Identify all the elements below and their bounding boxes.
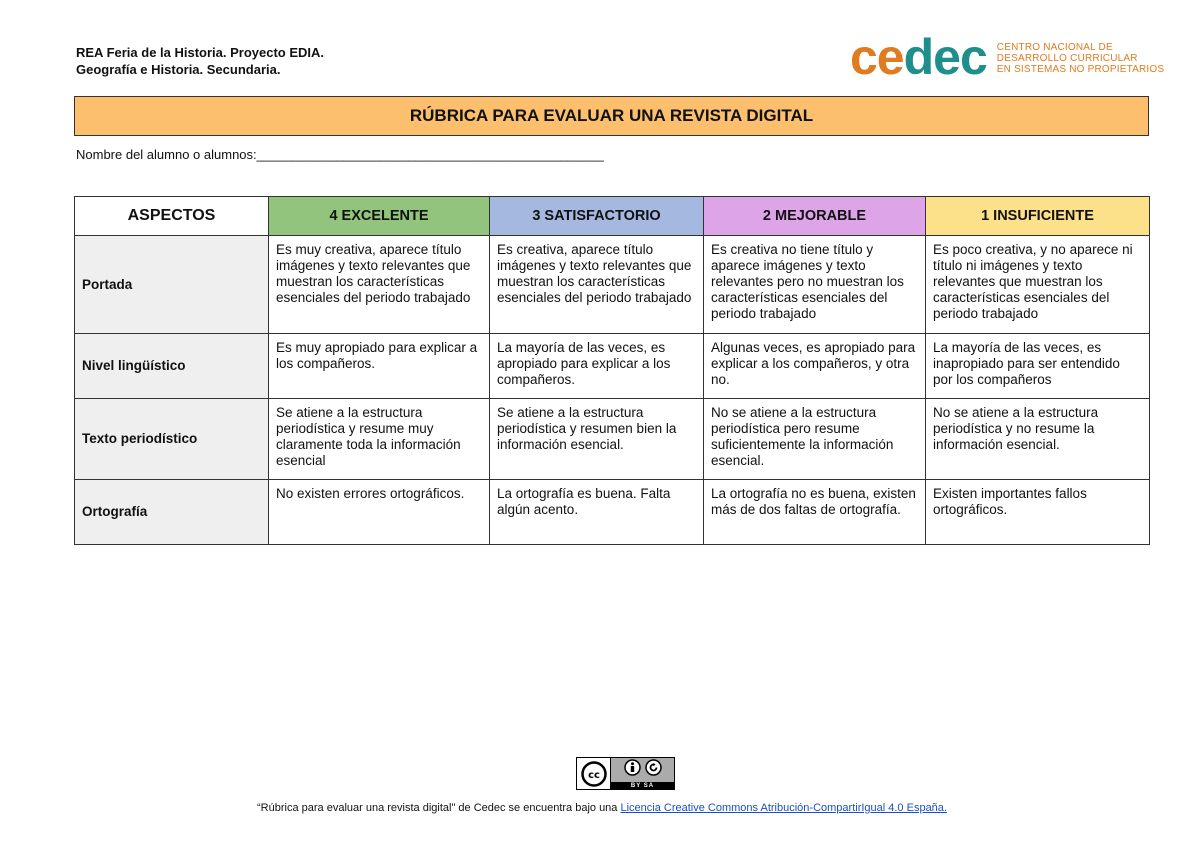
header-line-2: Geografía e Historia. Secundaria. — [76, 62, 281, 77]
table-cell: No existen errores ortográficos. — [269, 480, 490, 545]
table-cell: Existen importantes fallos ortográficos. — [926, 480, 1150, 545]
rubric-table — [74, 196, 1150, 545]
logo-subtitle: CENTRO NACIONAL DE DESARROLLO CURRICULAR EN SISTEMAS NO PROPIETARIOS — [996, 42, 1165, 75]
header-insuficiente: 1 INSUFICIENTE — [926, 197, 1150, 236]
table-row — [75, 334, 1150, 399]
table-cell: Es muy creativa, aparece título imágenes y texto relevantes que muestran los características esenciales del periodo trabajado — [269, 236, 490, 334]
attribution-icon — [624, 759, 641, 781]
cc-icon — [577, 758, 611, 789]
rubric-header-row — [75, 197, 1150, 236]
header-aspectos: ASPECTOS — [75, 197, 269, 236]
rubric-title: RÚBRICA PARA EVALUAR UNA REVISTA DIGITAL — [74, 96, 1149, 136]
student-name-field: Nombre del alumno o alumnos:________________________________________________ — [76, 147, 604, 162]
logo-wordmark: cedec — [850, 29, 987, 85]
creative-commons-badge — [576, 757, 675, 790]
table-row — [75, 236, 1150, 334]
document-header — [76, 44, 324, 78]
table-cell: Es creativa no tiene título y aparece imágenes y texto relevantes pero no muestran los características esenciales del periodo trabajado — [704, 236, 926, 334]
table-cell: Se atiene a la estructura periodística y resume muy claramente toda la información esencial — [269, 399, 490, 480]
share-alike-icon — [645, 759, 662, 781]
table-row — [75, 399, 1150, 480]
table-cell: La ortografía no es buena, existen más de dos faltas de ortografía. — [704, 480, 926, 545]
table-cell: Algunas veces, es apropiado para explicar a los compañeros, y otra no. — [704, 334, 926, 399]
svg-text:cc: cc — [587, 769, 600, 781]
license-link[interactable]: Licencia Creative Commons Atribución-CompartirIgual 4.0 España. — [620, 802, 947, 814]
table-cell: La mayoría de las veces, es inapropiado para ser entendido por los compañeros — [926, 334, 1150, 399]
table-cell: No se atiene a la estructura periodística pero resume suficientemente la información esencial. — [704, 399, 926, 480]
aspect-texto-periodistico: Texto periodístico — [75, 399, 269, 480]
table-cell: La ortografía es buena. Falta algún acento. — [490, 480, 704, 545]
table-cell: Es muy apropiado para explicar a los compañeros. — [269, 334, 490, 399]
table-cell: Es poco creativa, y no aparece ni título ni imágenes y texto relevantes que muestran los características esenciales del periodo trabajado — [926, 236, 1150, 334]
header-mejorable: 2 MEJORABLE — [704, 197, 926, 236]
table-row — [75, 480, 1150, 545]
table-cell: Es creativa, aparece título imágenes y texto relevantes que muestran los características esenciales del periodo trabajado — [490, 236, 704, 334]
header-satisfactorio: 3 SATISFACTORIO — [490, 197, 704, 236]
table-cell: La mayoría de las veces, es apropiado para explicar a los compañeros. — [490, 334, 704, 399]
cc-badge-labels: BY SA — [611, 782, 674, 790]
header-line-1: REA Feria de la Historia. Proyecto EDIA. — [76, 45, 325, 60]
aspect-ortografia: Ortografía — [75, 480, 269, 545]
license-footer — [0, 802, 1204, 814]
table-cell: Se atiene a la estructura periodística y resumen bien la información esencial. — [490, 399, 704, 480]
cedec-logo — [850, 29, 1165, 85]
aspect-portada: Portada — [75, 236, 269, 334]
license-text: “Rúbrica para evaluar una revista digital" de Cedec se encuentra bajo una — [257, 802, 621, 814]
table-cell: No se atiene a la estructura periodística y no resume la información esencial. — [926, 399, 1150, 480]
header-excelente: 4 EXCELENTE — [269, 197, 490, 236]
aspect-nivel-linguistico: Nivel lingüístico — [75, 334, 269, 399]
